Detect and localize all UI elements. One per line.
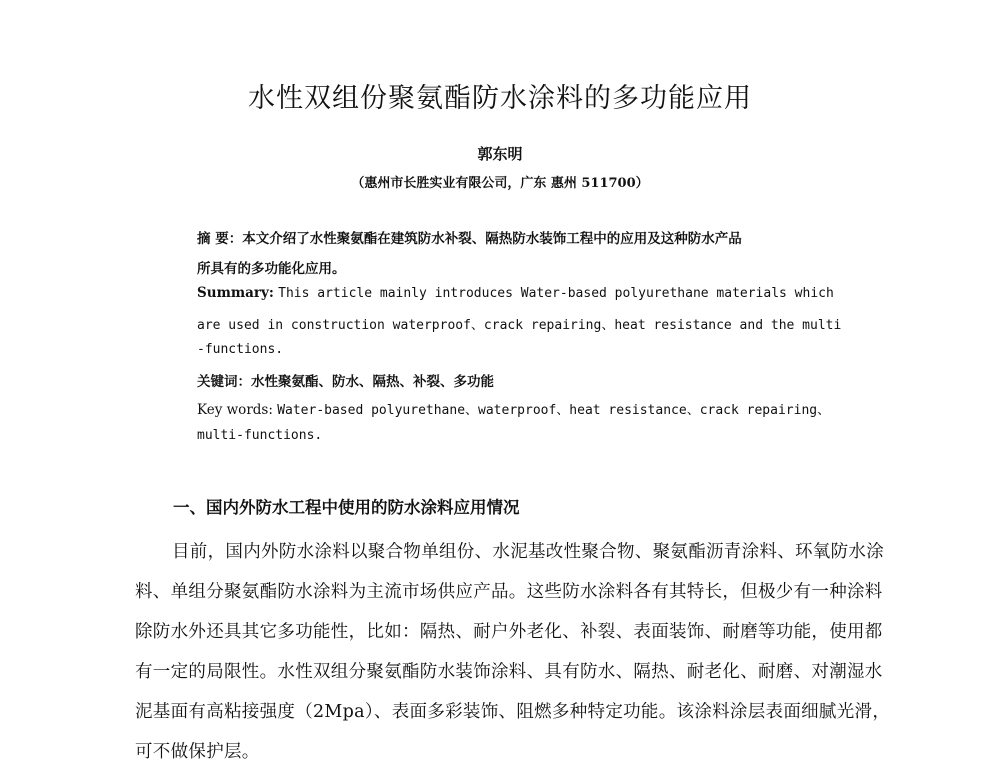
author-name: 郭东明 bbox=[477, 145, 523, 163]
summary-en-label: Summary: bbox=[197, 285, 274, 301]
summary-en-line-2: are used in construction waterproof、crack repairing、heat resistance and the multi bbox=[197, 318, 842, 333]
keywords-en-text-1: Water-based polyurethane、waterproof、heat resistance、crack repairing、 bbox=[277, 403, 831, 418]
abstract-cn-text-1: 本文介绍了水性聚氨酯在建筑防水补裂、隔热防水装饰工程中的应用及这种防水产品 bbox=[242, 231, 742, 247]
body-paragraph-line: 料、单组分聚氨酯防水涂料为主流市场供应产品。这些防水涂料各有其特长，但极少有一种涂料 bbox=[135, 582, 883, 602]
keywords-cn-label: 关键词： bbox=[197, 374, 251, 390]
body-paragraph-line: 除防水外还具其它多功能性，比如：隔热、耐户外老化、补裂、表面装饰、耐磨等功能，使用都 bbox=[135, 622, 883, 642]
summary-en-text-1: This article mainly introduces Water-based polyurethane materials which bbox=[278, 286, 834, 301]
body-paragraph-line: 泥基面有高粘接强度（2Mpa）、表面多彩装饰、阻燃多种特定功能。该涂料涂层表面细腻光滑， bbox=[135, 702, 891, 722]
paper-title: 水性双组份聚氨酯防水涂料的多功能应用 bbox=[248, 83, 752, 114]
body-paragraph-line: 有一定的局限性。水性双组分聚氨酯防水装饰涂料、具有防水、隔热、耐老化、耐磨、对潮湿水 bbox=[135, 662, 883, 682]
abstract-cn-line-2: 所具有的多功能化应用。 bbox=[197, 261, 346, 277]
keywords-en-label: Key words: bbox=[197, 402, 273, 418]
abstract-cn-line-1 bbox=[197, 227, 742, 247]
summary-en-line-1 bbox=[197, 285, 834, 301]
body-paragraph-line: 目前，国内外防水涂料以聚合物单组份、水泥基改性聚合物、聚氨酯沥青涂料、环氧防水涂 bbox=[172, 542, 884, 562]
keywords-en-line-2: multi-functions. bbox=[197, 428, 323, 443]
keywords-cn-line bbox=[197, 370, 494, 390]
section-1-heading: 一、国内外防水工程中使用的防水涂料应用情况 bbox=[173, 498, 520, 517]
body-paragraph-line: 可不做保护层。 bbox=[135, 742, 260, 762]
author-affiliation: （惠州市长胜实业有限公司，广东 惠州 511700） bbox=[351, 176, 649, 191]
summary-en-line-3: -functions. bbox=[197, 342, 284, 357]
abstract-cn-label: 摘 要： bbox=[197, 231, 243, 247]
keywords-en-line-1 bbox=[197, 399, 830, 418]
keywords-cn-text: 水性聚氨酯、防水、隔热、补裂、多功能 bbox=[251, 374, 494, 390]
